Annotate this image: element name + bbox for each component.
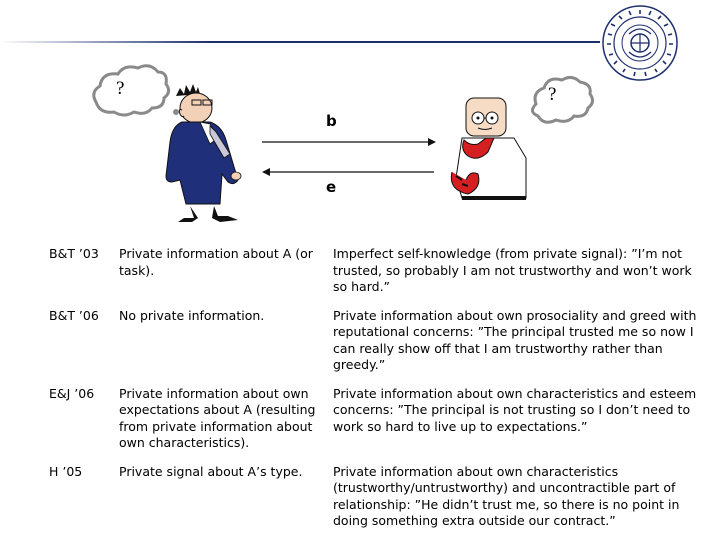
boss-figure <box>166 84 241 222</box>
employee-figure <box>451 98 526 200</box>
arrow-right <box>262 138 436 146</box>
comparison-table <box>49 246 699 530</box>
table-row <box>49 464 699 530</box>
question-mark-right: ? <box>548 84 557 105</box>
arrow-left <box>262 168 434 176</box>
table-row <box>49 386 699 464</box>
thought-cloud-right <box>532 77 592 122</box>
agent-cell: Private information about own characteristics and esteem concerns: ”The principal is not trusting so I don’t need to work so hard to live up to expectations.” <box>333 385 697 434</box>
table-row <box>49 308 699 386</box>
agent-cell: Imperfect self-knowledge (from private signal): ”I’m not trusted, so probably I am not trustworthy and won’t work so hard.” <box>333 246 692 294</box>
agent-cell: Private information about own prosociality and greed with reputational concerns: ”The principal trusted me so now I can really show off that I am trustworthy rather than greedy.” <box>333 307 697 372</box>
arrow-label-e: e <box>326 178 337 196</box>
illustration <box>0 0 720 240</box>
reference-cell: B&T ’06 <box>49 307 99 323</box>
reference-cell: B&T ’03 <box>49 246 99 261</box>
reference-cell: E&J ’06 <box>49 385 95 401</box>
principal-cell: No private information. <box>119 307 265 323</box>
principal-cell: Private information about own expectations about A (resulting from private information about own characteristics). <box>119 385 316 450</box>
question-mark-left: ? <box>116 78 125 99</box>
reference-cell: H ’05 <box>49 463 83 479</box>
principal-cell: Private signal about A’s type. <box>119 463 303 479</box>
agent-cell: Private information about own characteristics (trustworthy/untrustworthy) and uncontractible part of relationship: ”He didn’t trust me, so there is no point in doing something extra outside our contract.” <box>333 463 680 528</box>
principal-cell: Private information about A (or task). <box>119 246 313 278</box>
thought-cloud-left <box>94 66 179 115</box>
table-row <box>49 246 699 308</box>
arrow-label-b: b <box>326 112 337 130</box>
